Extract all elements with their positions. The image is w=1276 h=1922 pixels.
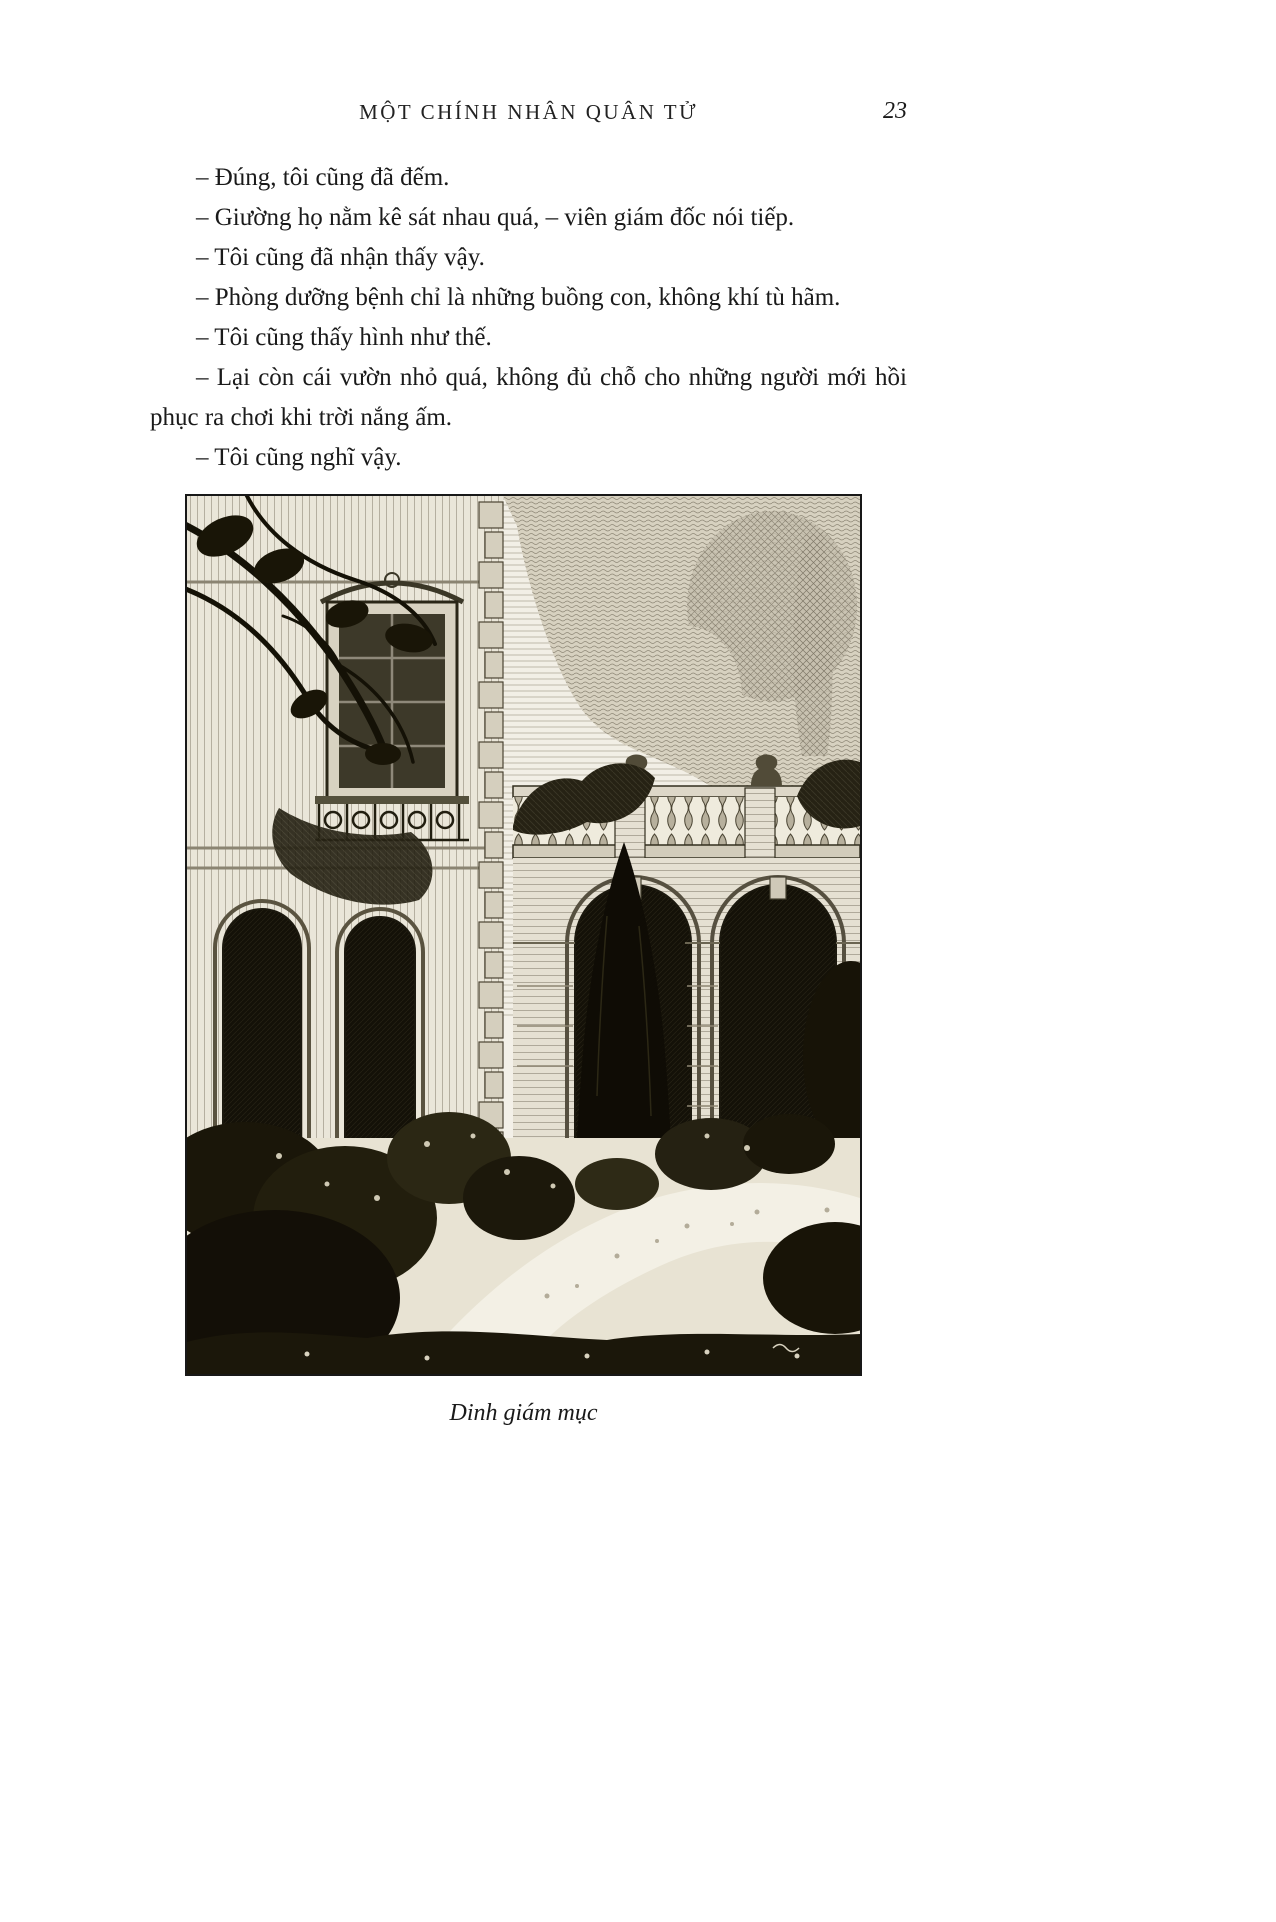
page-number: 23	[883, 98, 907, 124]
paragraph: – Phòng dưỡng bệnh chỉ là những buồng con, không khí tù hãm.	[196, 284, 841, 311]
illustration-caption: Dinh giám mục	[449, 1400, 598, 1426]
paragraph: – Giường họ nằm kê sát nhau quá, – viên giám đốc nói tiếp.	[196, 204, 795, 231]
illustration-figure	[185, 494, 862, 1427]
foreground-border	[187, 1331, 860, 1374]
paragraph: – Tôi cũng thấy hình như thế.	[196, 324, 492, 351]
paragraph: – Đúng, tôi cũng đã đếm.	[196, 164, 450, 191]
chapter-title: MỘT CHÍNH NHÂN QUÂN TỬ	[359, 100, 698, 124]
running-header	[150, 100, 907, 132]
body-text	[150, 158, 907, 478]
bishops-palace-engraving	[185, 494, 862, 1376]
paragraph: – Lại còn cái vườn nhỏ quá, không đủ chỗ cho những người mới hồi phục ra chơi khi trời nắng ấm.	[150, 364, 907, 431]
engraving-scene	[187, 496, 860, 1374]
paragraph: – Tôi cũng nghĩ vậy.	[196, 444, 402, 471]
paragraph: – Tôi cũng đã nhận thấy vậy.	[196, 244, 485, 271]
